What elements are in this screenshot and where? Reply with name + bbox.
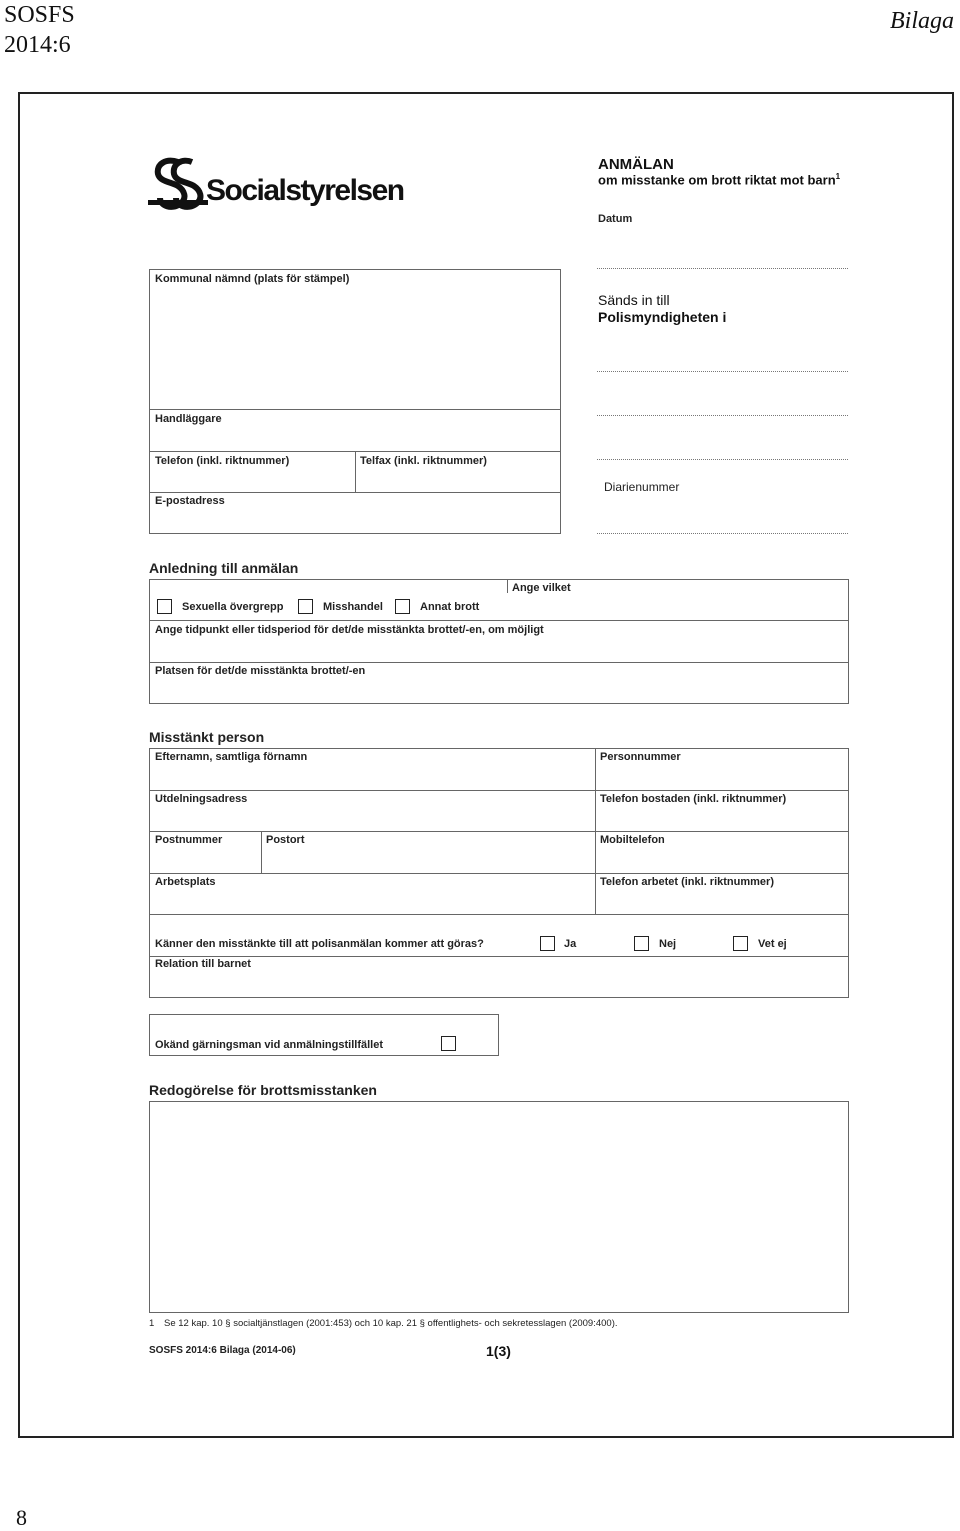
divider xyxy=(149,914,849,915)
bilaga-label: Bilaga xyxy=(890,8,954,34)
logo-text: Socialstyrelsen xyxy=(206,174,404,207)
diarienummer-label: Diarienummer xyxy=(604,480,680,494)
form-subtitle: om misstanke om brott riktat mot barn xyxy=(598,172,836,188)
kanner-question: Känner den misstänkte till att polisanmälan kommer att göras? xyxy=(155,938,484,950)
epost-label: E-postadress xyxy=(155,495,225,507)
telefon-arbetet-label: Telefon arbetet (inkl. riktnummer) xyxy=(600,876,774,888)
datum-line[interactable] xyxy=(597,268,848,269)
vet-ej-checkbox[interactable] xyxy=(733,936,748,951)
divider xyxy=(149,620,849,621)
annat-brott-checkbox[interactable] xyxy=(395,599,410,614)
ange-vilket-label: Ange vilket xyxy=(512,582,571,594)
arbetsplats-label: Arbetsplats xyxy=(155,876,216,888)
postort-label: Postort xyxy=(266,834,305,846)
divider xyxy=(149,409,561,410)
sexuella-checkbox[interactable] xyxy=(157,599,172,614)
sexuella-label: Sexuella övergrepp xyxy=(182,601,284,613)
misstankt-heading: Misstänkt person xyxy=(149,729,265,745)
tidpunkt-label: Ange tidpunkt eller tidsperiod för det/de misstänkta brottet/-en, om möjligt xyxy=(155,624,544,636)
series-line2: 2014:6 xyxy=(4,32,71,58)
divider xyxy=(149,790,849,791)
relation-label: Relation till barnet xyxy=(155,958,251,970)
personnummer-label: Personnummer xyxy=(600,751,681,763)
okand-label: Okänd gärningsman vid anmälningstillfället xyxy=(155,1039,383,1051)
redogorelse-heading: Redogörelse för brottsmisstanken xyxy=(149,1082,377,1098)
divider xyxy=(149,956,849,957)
ja-checkbox[interactable] xyxy=(540,936,555,951)
divider xyxy=(507,579,508,593)
anledning-box xyxy=(149,579,849,704)
form-title: ANMÄLAN xyxy=(598,156,674,173)
divider xyxy=(149,831,849,832)
telfax-label: Telfax (inkl. riktnummer) xyxy=(360,455,487,467)
form-subtitle-wrap xyxy=(598,172,840,187)
nej-checkbox[interactable] xyxy=(634,936,649,951)
address-line-1[interactable] xyxy=(597,371,848,372)
handlaggare-label: Handläggare xyxy=(155,413,222,425)
form-code: SOSFS 2014:6 Bilaga (2014-06) xyxy=(149,1345,296,1356)
annat-brott-label: Annat brott xyxy=(420,601,480,613)
nej-label: Nej xyxy=(659,938,677,950)
footnote-text: Se 12 kap. 10 § socialtjänstlagen (2001:453) och 10 kap. 21 § offentlighets- och sekretesslagen (2009:400). xyxy=(164,1318,618,1329)
telefon-label: Telefon (inkl. riktnummer) xyxy=(155,455,290,467)
vet-ej-label: Vet ej xyxy=(758,938,787,950)
address-line-2[interactable] xyxy=(597,415,848,416)
anledning-heading: Anledning till anmälan xyxy=(149,560,299,576)
okand-checkbox[interactable] xyxy=(441,1036,456,1051)
socialstyrelsen-logo xyxy=(148,156,418,214)
footnote-mark: 1 xyxy=(835,172,841,181)
divider xyxy=(149,873,849,874)
sands-in-till-label: Sänds in till xyxy=(598,292,670,308)
telefon-bostaden-label: Telefon bostaden (inkl. riktnummer) xyxy=(600,793,787,805)
misshandel-checkbox[interactable] xyxy=(298,599,313,614)
misshandel-label: Misshandel xyxy=(323,601,383,613)
divider xyxy=(355,451,356,493)
logo-emblem-icon xyxy=(148,156,208,214)
footnote-number: 1 xyxy=(149,1318,155,1329)
divider xyxy=(261,831,262,873)
polismyndigheten-label: Polismyndigheten i xyxy=(598,309,727,325)
ja-label: Ja xyxy=(564,938,577,950)
series-label xyxy=(4,0,75,60)
divider xyxy=(149,492,561,493)
efternamn-label: Efternamn, samtliga förnamn xyxy=(155,751,308,763)
namnd-field[interactable] xyxy=(150,286,560,408)
utdelningsadress-label: Utdelningsadress xyxy=(155,793,248,805)
form-page-indicator: 1(3) xyxy=(486,1343,511,1359)
page-number: 8 xyxy=(16,1505,27,1530)
divider xyxy=(149,662,849,663)
mobiltelefon-label: Mobiltelefon xyxy=(600,834,665,846)
datum-label: Datum xyxy=(598,213,633,225)
namnd-label: Kommunal nämnd (plats för stämpel) xyxy=(155,273,350,285)
address-line-3[interactable] xyxy=(597,459,848,460)
series-line1: SOSFS xyxy=(4,2,75,28)
postnummer-label: Postnummer xyxy=(155,834,223,846)
redogorelse-textarea[interactable] xyxy=(149,1101,849,1313)
platsen-label: Platsen för det/de misstänkta brottet/-en xyxy=(155,665,366,677)
diarienummer-line[interactable] xyxy=(597,533,848,534)
